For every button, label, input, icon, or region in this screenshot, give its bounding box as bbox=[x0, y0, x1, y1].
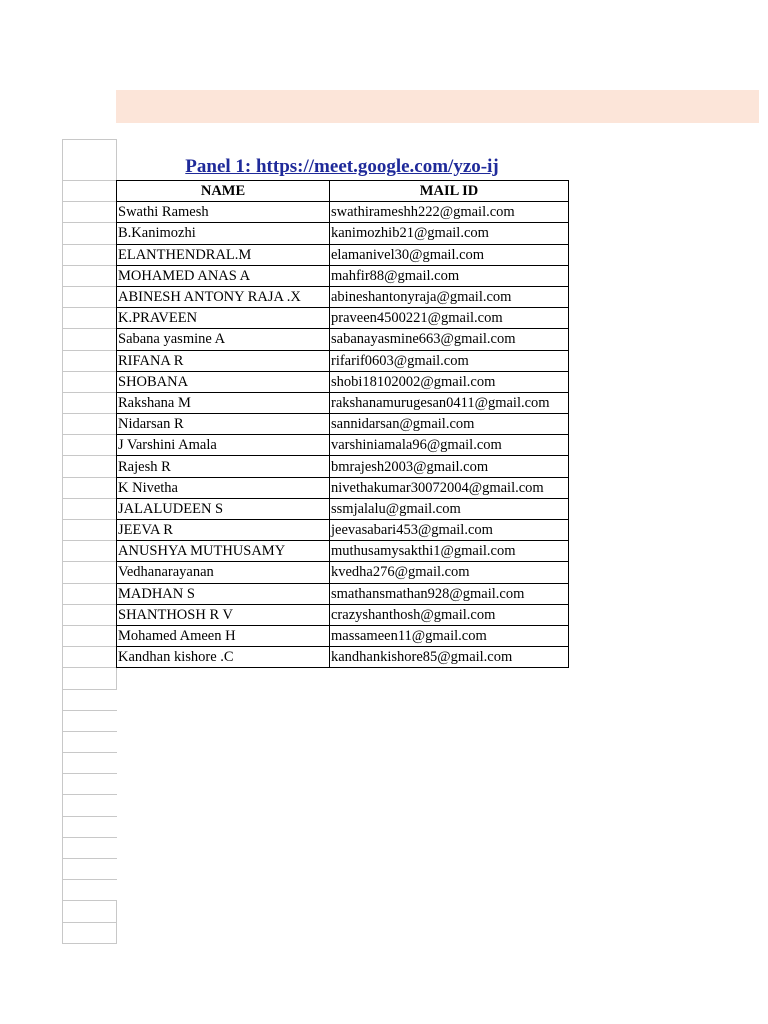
row-header-cell bbox=[62, 139, 117, 181]
participant-name: B.Kanimozhi bbox=[117, 223, 330, 244]
table-row bbox=[117, 244, 569, 265]
participant-mail: swathirameshh222@gmail.com bbox=[330, 202, 569, 223]
row-header-cell bbox=[62, 753, 117, 774]
table-header-row bbox=[117, 181, 569, 202]
participant-mail: nivethakumar30072004@gmail.com bbox=[330, 477, 569, 498]
participant-name: J Varshini Amala bbox=[117, 435, 330, 456]
table-body bbox=[117, 202, 569, 668]
row-header-cell bbox=[62, 329, 117, 350]
table-row bbox=[117, 350, 569, 371]
row-header-cell bbox=[62, 562, 117, 583]
row-header-cell bbox=[62, 795, 117, 816]
row-header-cell bbox=[62, 393, 117, 414]
participant-mail: crazyshanthosh@gmail.com bbox=[330, 604, 569, 625]
table-row bbox=[117, 625, 569, 646]
table-row bbox=[117, 202, 569, 223]
participant-mail: abineshantonyraja@gmail.com bbox=[330, 286, 569, 307]
participant-mail: sabanayasmine663@gmail.com bbox=[330, 329, 569, 350]
participant-name: Rakshana M bbox=[117, 392, 330, 413]
table-row bbox=[117, 223, 569, 244]
row-header-cell bbox=[62, 732, 117, 753]
participant-name: MADHAN S bbox=[117, 583, 330, 604]
row-header-cell bbox=[62, 520, 117, 541]
row-header-cell bbox=[62, 774, 117, 795]
participant-mail: praveen4500221@gmail.com bbox=[330, 308, 569, 329]
table-row bbox=[117, 414, 569, 435]
row-header-cell bbox=[62, 711, 117, 732]
row-header-cell bbox=[62, 647, 117, 668]
participant-mail: kanimozhib21@gmail.com bbox=[330, 223, 569, 244]
table-row bbox=[117, 520, 569, 541]
row-header-cell bbox=[62, 372, 117, 393]
participant-mail: shobi18102002@gmail.com bbox=[330, 371, 569, 392]
participant-mail: kvedha276@gmail.com bbox=[330, 562, 569, 583]
row-header-cell bbox=[62, 245, 117, 266]
row-header-cell bbox=[62, 880, 117, 901]
participant-name: ANUSHYA MUTHUSAMY bbox=[117, 541, 330, 562]
row-header-cell bbox=[62, 287, 117, 308]
row-header-cell bbox=[62, 605, 117, 626]
table-row bbox=[117, 562, 569, 583]
participant-mail: elamanivel30@gmail.com bbox=[330, 244, 569, 265]
row-gutter bbox=[62, 139, 117, 944]
panel-title-link[interactable]: Panel 1: https://meet.google.com/yzo-ij bbox=[185, 156, 499, 177]
participant-name: Kandhan kishore .C bbox=[117, 647, 330, 668]
row-header-cell bbox=[62, 668, 117, 689]
row-header-cell bbox=[62, 456, 117, 477]
table-row bbox=[117, 477, 569, 498]
table-row bbox=[117, 604, 569, 625]
participant-mail: mahfir88@gmail.com bbox=[330, 265, 569, 286]
row-header-cell bbox=[62, 414, 117, 435]
table-row bbox=[117, 456, 569, 477]
column-header-name: NAME bbox=[117, 181, 330, 202]
participant-name: ABINESH ANTONY RAJA .X bbox=[117, 286, 330, 307]
participant-mail: jeevasabari453@gmail.com bbox=[330, 520, 569, 541]
participant-mail: ssmjalalu@gmail.com bbox=[330, 498, 569, 519]
participant-mail: rakshanamurugesan0411@gmail.com bbox=[330, 392, 569, 413]
row-header-cell bbox=[62, 202, 117, 223]
table-row bbox=[117, 265, 569, 286]
row-header-cell bbox=[62, 584, 117, 605]
participant-name: Nidarsan R bbox=[117, 414, 330, 435]
participant-name: MOHAMED ANAS A bbox=[117, 265, 330, 286]
row-header-cell bbox=[62, 351, 117, 372]
participant-mail: kandhankishore85@gmail.com bbox=[330, 647, 569, 668]
row-header-cell bbox=[62, 266, 117, 287]
participant-name: Swathi Ramesh bbox=[117, 202, 330, 223]
participant-name: K Nivetha bbox=[117, 477, 330, 498]
table-row bbox=[117, 583, 569, 604]
row-header-cell bbox=[62, 478, 117, 499]
row-header-cell bbox=[62, 499, 117, 520]
participant-name: ELANTHENDRAL.M bbox=[117, 244, 330, 265]
row-header-cell bbox=[62, 626, 117, 647]
table-row bbox=[117, 308, 569, 329]
row-header-cell bbox=[62, 308, 117, 329]
table-row bbox=[117, 498, 569, 519]
participant-mail: muthusamysakthi1@gmail.com bbox=[330, 541, 569, 562]
participant-name: SHOBANA bbox=[117, 371, 330, 392]
row-header-cell bbox=[62, 923, 117, 944]
table-row bbox=[117, 647, 569, 668]
row-header-cell bbox=[62, 817, 117, 838]
table-row bbox=[117, 392, 569, 413]
participant-mail: massameen11@gmail.com bbox=[330, 625, 569, 646]
participant-name: RIFANA R bbox=[117, 350, 330, 371]
participant-name: K.PRAVEEN bbox=[117, 308, 330, 329]
row-header-cell bbox=[62, 181, 117, 202]
participant-table bbox=[116, 180, 569, 668]
table-row bbox=[117, 371, 569, 392]
table-row bbox=[117, 541, 569, 562]
participant-mail: smathansmathan928@gmail.com bbox=[330, 583, 569, 604]
participant-name: Mohamed Ameen H bbox=[117, 625, 330, 646]
table-row bbox=[117, 329, 569, 350]
participant-name: SHANTHOSH R V bbox=[117, 604, 330, 625]
table-row bbox=[117, 286, 569, 307]
column-header-mail: MAIL ID bbox=[330, 181, 569, 202]
header-band bbox=[116, 90, 759, 123]
participant-name: JALALUDEEN S bbox=[117, 498, 330, 519]
participant-mail: rifarif0603@gmail.com bbox=[330, 350, 569, 371]
participant-mail: bmrajesh2003@gmail.com bbox=[330, 456, 569, 477]
participant-mail: varshiniamala96@gmail.com bbox=[330, 435, 569, 456]
row-header-cell bbox=[62, 859, 117, 880]
row-header-cell bbox=[62, 901, 117, 922]
participant-name: JEEVA R bbox=[117, 520, 330, 541]
participant-name: Sabana yasmine A bbox=[117, 329, 330, 350]
participant-mail: sannidarsan@gmail.com bbox=[330, 414, 569, 435]
row-header-cell bbox=[62, 541, 117, 562]
table-row bbox=[117, 435, 569, 456]
row-header-cell bbox=[62, 690, 117, 711]
participant-name: Vedhanarayanan bbox=[117, 562, 330, 583]
participant-name: Rajesh R bbox=[117, 456, 330, 477]
row-header-cell bbox=[62, 435, 117, 456]
row-header-cell bbox=[62, 223, 117, 244]
row-header-cell bbox=[62, 838, 117, 859]
